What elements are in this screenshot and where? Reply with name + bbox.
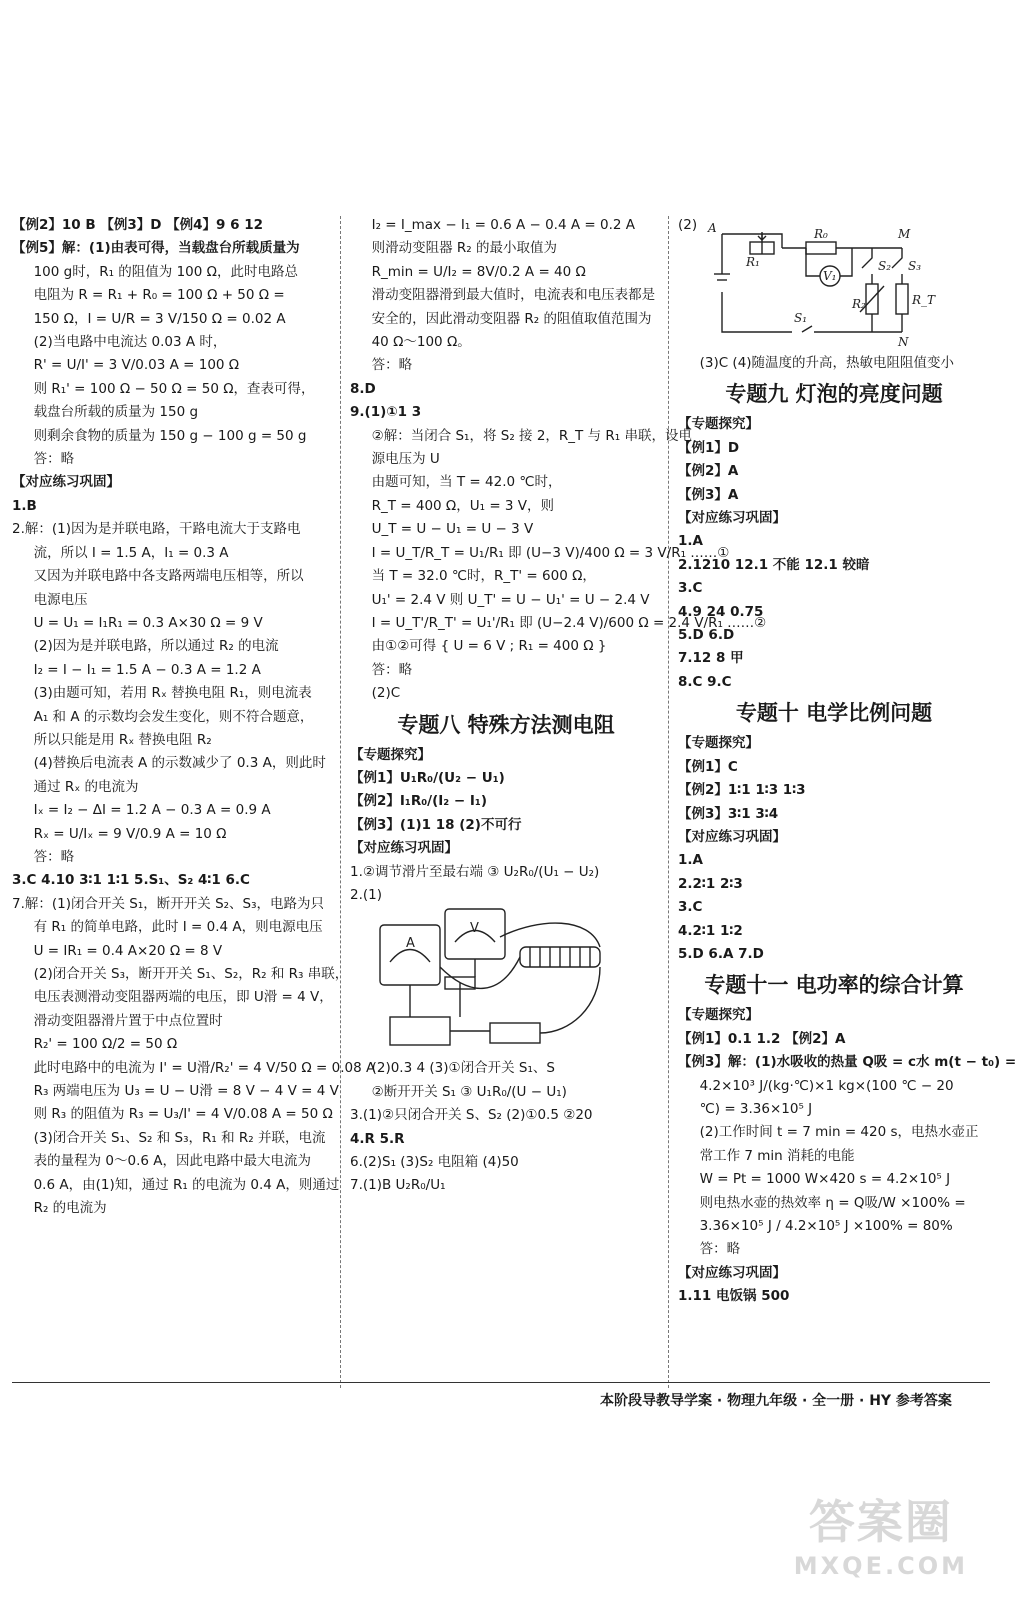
- answer-line: 由①②可得 { U = 6 V ; R₁ = 400 Ω }: [371, 638, 607, 655]
- answer-line: 8.D: [350, 380, 376, 397]
- answer-line: (4)替换后电流表 A 的示数减少了 0.3 A，则此时: [33, 755, 326, 772]
- answer-line: (2)0.3 4 (3)①闭合开关 S₁、S: [371, 1060, 555, 1077]
- svg-text:R₀: R₀: [814, 227, 828, 241]
- answer-line: ℃) = 3.36×10⁵ J: [699, 1100, 813, 1117]
- answer-line: 滑动变阻器滑片置于中点位置时: [33, 1012, 223, 1029]
- answer-line: 由题可知，当 T = 42.0 ℃时，: [371, 474, 562, 491]
- circuit-diagram: (2) A R₀ R₁ M V₁ S₂ S₃ R₂ R_T S₁ N: [678, 214, 990, 352]
- watermark-logo: 答案圈: [808, 1495, 953, 1549]
- answer-line: 【例2】1∶1 1∶3 1∶3: [678, 782, 806, 799]
- answer-line: 4.9 24 0.75: [678, 603, 764, 620]
- answer-line: 安全的，因此滑动变阻器 R₂ 的阻值取值范围为: [371, 310, 652, 327]
- svg-text:S₂: S₂: [878, 259, 892, 273]
- topic-heading-9: 专题九 灯泡的亮度问题: [725, 381, 943, 407]
- answer-line: (3)由题可知，若用 Rₓ 替换电阻 R₁，则电流表: [33, 685, 312, 702]
- answer-line: R_min = U/I₂ = 8V/0.2 A = 40 Ω: [371, 263, 586, 280]
- answer-line: 【例3】解：(1)水吸收的热量 Q吸 = c水 m(t − t₀) =: [678, 1054, 1016, 1071]
- watermark: [794, 1486, 968, 1580]
- answer-line: 电源电压: [33, 591, 88, 608]
- answer-line: U = U₁ = I₁R₁ = 0.3 A×30 Ω = 9 V: [33, 614, 263, 631]
- answer-line: 则 R₁' = 100 Ω − 50 Ω = 50 Ω，查表可得，: [33, 380, 315, 397]
- answer-line: 【专题探究】: [350, 746, 431, 763]
- answer-line: 1.②调节滑片至最右端 ③ U₂R₀/(U₁ − U₂): [350, 863, 600, 880]
- answer-line: 则剩余食物的质量为 150 g − 100 g = 50 g: [33, 427, 307, 444]
- answer-line: 答：略: [33, 451, 75, 468]
- answer-line: 则滑动变阻器 R₂ 的最小取值为: [371, 240, 557, 257]
- footer-rule: [12, 1382, 990, 1383]
- answer-line: 7.12 8 甲: [678, 650, 744, 667]
- svg-text:A: A: [708, 221, 717, 235]
- answer-line: 【例3】A: [678, 486, 739, 503]
- answer-line: R₂' = 100 Ω/2 = 50 Ω: [33, 1036, 178, 1053]
- svg-text:R₁: R₁: [746, 255, 760, 269]
- resistor-rt-icon: [896, 284, 908, 314]
- answer-line: 通过 Rₓ 的电流为: [33, 778, 139, 795]
- answer-line: 【例3】3∶1 3∶4: [678, 805, 779, 822]
- svg-text:A: A: [406, 936, 415, 952]
- experiment-wiring-figure: [350, 907, 662, 1057]
- answer-line: 【专题探究】: [678, 1007, 759, 1024]
- answer-line: 9.(1)①1 3: [350, 404, 422, 421]
- answer-line: 【例3】(1)1 18 (2)不可行: [350, 816, 522, 833]
- answer-line: 5.D 6.A 7.D: [678, 945, 764, 962]
- answer-line: 1.B: [12, 497, 37, 514]
- answer-line: 【例2】I₁R₀/(I₂ − I₁): [350, 793, 487, 810]
- answer-line: 7.解：(1)闭合开关 S₁，断开开关 S₂、S₃，电路为只: [12, 895, 325, 912]
- answer-line: 【例1】U₁R₀/(U₂ − U₁): [350, 769, 505, 786]
- answer-line: 答：略: [699, 1241, 741, 1258]
- answer-line: 流，所以 I = 1.5 A，I₁ = 0.3 A: [33, 544, 229, 561]
- answer-line: 8.C 9.C: [678, 673, 732, 690]
- answer-line: 1.A: [678, 852, 703, 869]
- answer-line: 【对应练习巩固】: [350, 840, 458, 857]
- answer-line: 【例1】C: [678, 758, 738, 775]
- battery-box-icon: [390, 1017, 450, 1045]
- switch-icon: [490, 1023, 540, 1043]
- answer-line: R₃ 两端电压为 U₃ = U − U滑 = 8 V − 4 V = 4 V: [33, 1083, 339, 1100]
- answer-line: 2.(1): [350, 886, 383, 903]
- answer-line: 有 R₁ 的简单电路，此时 I = 0.4 A，则电源电压: [33, 919, 323, 936]
- answer-line: (2)当电路中电流达 0.03 A 时，: [33, 334, 227, 351]
- page-footer: 本阶段导教导学案 · 物理九年级 · 全一册 · HY 参考答案: [600, 1393, 952, 1409]
- answer-line: Iₓ = I₂ − ΔI = 1.2 A − 0.3 A = 0.9 A: [33, 802, 271, 819]
- answer-line: 答：略: [371, 661, 413, 678]
- column-divider: [340, 216, 341, 1388]
- topic-heading-10: 专题十 电学比例问题: [735, 700, 933, 726]
- answer-line: 1.A: [678, 533, 703, 550]
- answer-line: (3)C (4)随温度的升高，热敏电阻阻值变小: [699, 355, 955, 371]
- answer-line: 3.C: [678, 580, 703, 597]
- answer-line: U₁' = 2.4 V 则 U_T' = U − U₁' = U − 2.4 V: [371, 591, 650, 608]
- answer-line: (2)C: [371, 685, 401, 702]
- answer-line: ②断开开关 S₁ ③ U₁R₀/(U − U₁): [371, 1083, 567, 1100]
- answer-line: 载盘台所载的质量为 150 g: [33, 404, 199, 421]
- ammeter-icon: [380, 925, 440, 985]
- answer-line: U_T = U − U₁ = U − 3 V: [371, 521, 534, 538]
- answer-line: 【对应练习巩固】: [678, 828, 786, 845]
- answer-column-3: [678, 214, 1016, 1309]
- svg-text:V₁: V₁: [823, 269, 837, 283]
- answer-line: (3)闭合开关 S₁、S₂ 和 S₃，R₁ 和 R₂ 并联，电流: [33, 1129, 326, 1146]
- svg-text:S₁: S₁: [794, 311, 808, 325]
- answer-line: 电压表测滑动变阻器两端的电压，即 U滑 = 4 V，: [33, 989, 333, 1006]
- answer-line: 150 Ω，I = U/R = 3 V/150 Ω = 0.02 A: [33, 310, 286, 327]
- answer-line: R₂ 的电流为: [33, 1200, 107, 1217]
- topic-heading-8: 专题八 特殊方法测电阻: [397, 711, 615, 737]
- svg-text:N: N: [898, 335, 909, 349]
- svg-text:V: V: [470, 921, 479, 937]
- answer-line: 【例2】10 B 【例3】D 【例4】9 6 12: [12, 217, 264, 233]
- answer-line: I = U_T'/R_T' = U₁'/R₁ 即 (U−2.4 V)/600 Ω = 2.4 V/R₁ ……②: [371, 614, 767, 631]
- answer-line: 3.(1)②只闭合开关 S、S₂ (2)①0.5 ②20: [350, 1107, 593, 1124]
- answer-line: R' = U/I' = 3 V/0.03 A = 100 Ω: [33, 357, 240, 374]
- answer-line: 【对应练习巩固】: [12, 474, 120, 491]
- svg-text:M: M: [898, 227, 911, 241]
- answer-line: 表的量程为 0～0.6 A，因此电路中最大电流为: [33, 1153, 311, 1170]
- answer-line: A₁ 和 A 的示数均会发生变化，则不符合题意，: [33, 708, 314, 725]
- answer-line: 则电热水壶的热效率 η = Q吸/W ×100% =: [699, 1194, 966, 1211]
- answer-line: 4.2∶1 1∶2: [678, 922, 743, 939]
- answer-line: 答：略: [33, 848, 75, 865]
- answer-line: 所以只能是用 Rₓ 替换电阻 R₂: [33, 731, 212, 748]
- answer-line: 【专题探究】: [678, 735, 759, 752]
- answer-line: 【对应练习巩固】: [678, 1264, 786, 1281]
- answer-line: 2.2∶1 2∶3: [678, 875, 743, 892]
- answer-line: W = Pt = 1000 W×420 s = 4.2×10⁵ J: [699, 1171, 951, 1188]
- answer-line: 【例2】A: [678, 463, 739, 480]
- answer-line: 1.11 电饭锅 500: [678, 1288, 790, 1305]
- answer-line: (2)因为是并联电路，所以通过 R₂ 的电流: [33, 638, 279, 655]
- answer-line: 电阻为 R = R₁ + R₀ = 100 Ω + 50 Ω =: [33, 287, 285, 304]
- resistor-r0-icon: [806, 242, 836, 254]
- answer-line: 【例1】0.1 1.2 【例2】A: [678, 1030, 846, 1047]
- answer-line: 2.1210 12.1 不能 12.1 较暗: [678, 556, 870, 573]
- answer-line: I₂ = I − I₁ = 1.5 A − 0.3 A = 1.2 A: [33, 661, 261, 678]
- answer-line: 【例1】D: [678, 439, 740, 456]
- answer-line: 4.2×10³ J/(kg·℃)×1 kg×(100 ℃ − 20: [699, 1077, 954, 1094]
- answer-line: 3.C: [678, 899, 703, 916]
- answer-line: 40 Ω～100 Ω。: [371, 334, 471, 351]
- answer-line: 又因为并联电路中各支路两端电压相等，所以: [33, 568, 304, 585]
- answer-line: 当 T = 32.0 ℃时，R_T' = 600 Ω，: [371, 568, 596, 585]
- column-divider: [668, 216, 669, 1388]
- answer-line: I = U_T/R_T = U₁/R₁ 即 (U−3 V)/400 Ω = 3 V/R₁ ……①: [371, 544, 730, 561]
- circuit-svg: [702, 214, 1002, 350]
- answer-line: (2)闭合开关 S₃，断开开关 S₁、S₂，R₂ 和 R₃ 串联，: [33, 966, 349, 982]
- answer-line: 【例5】解：(1)由表可得，当载盘台所载质量为: [12, 240, 300, 257]
- answer-line: 0.6 A，由(1)知，通过 R₁ 的电流为 0.4 A，则通过: [33, 1176, 340, 1193]
- answer-line: 滑动变阻器滑到最大值时，电流表和电压表都是: [371, 287, 656, 304]
- answer-line: 5.D 6.D: [678, 627, 735, 644]
- answer-line: (2)工作时间 t = 7 min = 420 s，电热水壶正: [699, 1124, 979, 1141]
- topic-heading-11: 专题十一 电功率的综合计算: [704, 972, 964, 998]
- answer-line: 4.R 5.R: [350, 1130, 405, 1147]
- answer-line: 100 g时，R₁ 的阻值为 100 Ω，此时电路总: [33, 263, 298, 280]
- answer-line: R_T = 400 Ω，U₁ = 3 V，则: [371, 497, 555, 514]
- answer-line: ②解：当闭合 S₁，将 S₂ 接 2，R_T 与 R₁ 串联，设电: [371, 427, 692, 444]
- answer-line: 则 R₃ 的阻值为 R₃ = U₃/I' = 4 V/0.08 A = 50 Ω: [33, 1106, 333, 1123]
- answer-line: 【对应练习巩固】: [678, 510, 786, 527]
- answer-line: 7.(1)B U₂R₀/U₁: [350, 1177, 446, 1194]
- svg-text:R_T: R_T: [912, 293, 936, 307]
- answer-line: 【专题探究】: [678, 416, 759, 433]
- answer-line: I₂ = I_max − I₁ = 0.6 A − 0.4 A = 0.2 A: [371, 217, 635, 233]
- answer-line: 此时电路中的电流为 I' = U滑/R₂' = 4 V/50 Ω = 0.08 A: [33, 1059, 376, 1076]
- answer-line: Rₓ = U/Iₓ = 9 V/0.9 A = 10 Ω: [33, 825, 227, 842]
- answer-line: 2.解：(1)因为是并联电路，干路电流大于支路电: [12, 521, 301, 538]
- answer-line: 6.(2)S₁ (3)S₂ 电阻箱 (4)50: [350, 1154, 519, 1170]
- svg-text:R₂: R₂: [852, 297, 866, 311]
- answer-line: 3.C 4.10 3∶1 1∶1 5.S₁、S₂ 4∶1 6.C: [12, 872, 250, 889]
- answer-line: 常工作 7 min 消耗的电能: [699, 1147, 855, 1164]
- answer-line: 3.36×10⁵ J / 4.2×10⁵ J ×100% = 80%: [699, 1218, 953, 1234]
- answer-line: 答：略: [371, 357, 413, 374]
- answer-line: U = IR₁ = 0.4 A×20 Ω = 8 V: [33, 942, 223, 959]
- answer-line: 源电压为 U: [371, 451, 440, 468]
- watermark-url: MXQE.COM: [793, 1552, 968, 1580]
- svg-text:S₃: S₃: [908, 259, 922, 273]
